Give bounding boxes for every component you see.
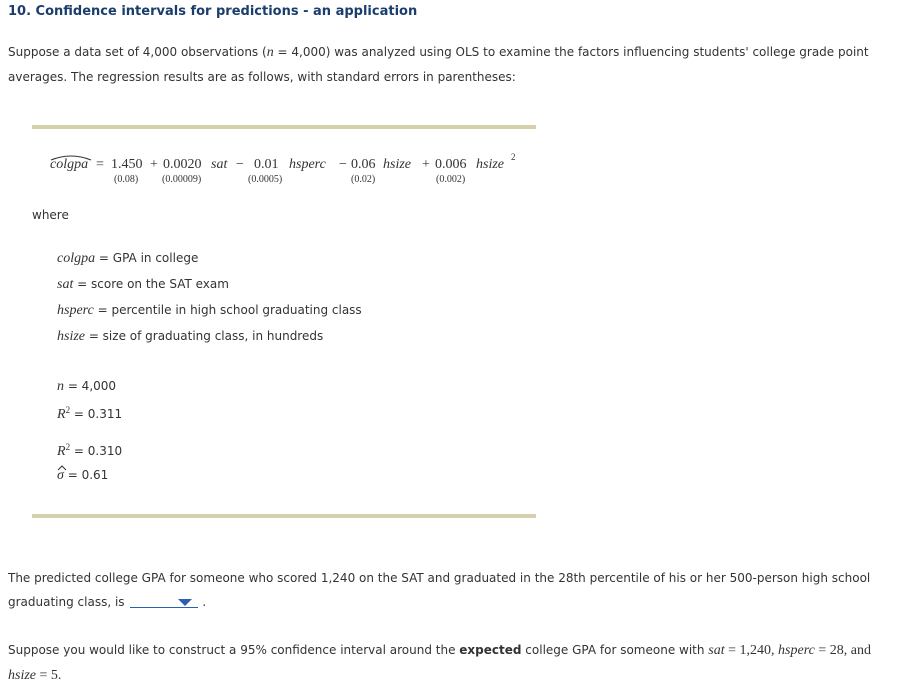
hsperc-variable: hsperc (778, 643, 815, 658)
intercept-coefficient: 1.450 (111, 157, 143, 172)
chevron-down-icon (178, 599, 192, 606)
hsize2-coefficient: 0.006 (435, 157, 467, 172)
def-text: = size of graduating class, in hundreds (85, 329, 324, 343)
question-1-period: . (202, 595, 207, 609)
bottom-divider (32, 514, 536, 518)
intro-text-rest: ) was analyzed using OLS to examine the factors influencing students' college grade point averages. The regression results are as follows, with standard errors in parentheses: (8, 45, 869, 84)
definition-hsperc (57, 303, 362, 319)
stat-sup: 2 (65, 442, 71, 452)
operator: + (422, 157, 430, 172)
question-title: 10. Confidence intervals for predictions - an application (8, 4, 418, 19)
stat-value: = 0.61 (63, 468, 109, 482)
definition-colgpa (57, 251, 198, 267)
equals-sign: = (96, 157, 104, 172)
hat-accent-icon (57, 465, 67, 471)
sat-value: = 1,240, (724, 643, 779, 658)
def-text: = percentile in high school graduating class (93, 303, 362, 317)
hsperc-term: hsperc (289, 157, 326, 172)
stat-value: = 4,000 (64, 379, 117, 393)
operator: + (150, 157, 158, 172)
hsperc-coefficient: 0.01 (254, 157, 279, 172)
sat-se: (0.00009) (162, 174, 202, 185)
expected-bold-text: expected (459, 643, 522, 657)
hsize-term: hsize (383, 157, 411, 172)
question-2-text: Suppose you would like to construct a 95% confidence interval around the (8, 643, 460, 657)
stat-sigma-hat (57, 468, 108, 484)
stat-var: R (57, 407, 66, 422)
hsize-se: (0.02) (351, 174, 376, 185)
where-label: where (32, 208, 69, 222)
stat-value: = 0.310 (70, 444, 123, 458)
intro-text: Suppose a data set of 4,000 observations ( (8, 45, 267, 59)
squared-exponent: 2 (511, 152, 516, 162)
intro-paragraph (8, 40, 903, 89)
hsize2-se: (0.002) (436, 174, 466, 185)
sat-coefficient: 0.0020 (163, 157, 202, 172)
definition-hsize (57, 329, 323, 345)
hsperc-value: = 28, and (814, 643, 871, 658)
def-var: hsperc (57, 303, 94, 318)
hsize-coefficient: 0.06 (351, 157, 376, 172)
question-1-text: The predicted college GPA for someone who scored 1,240 on the SAT and graduated in the 28th percentile of his or her 500-person high school graduating class, is (8, 571, 871, 609)
predicted-gpa-dropdown[interactable] (130, 593, 198, 608)
stat-value: = 0.311 (70, 407, 123, 421)
question-2-text-mid: college GPA for someone with (521, 643, 709, 657)
n-value: = 4,000 (273, 45, 326, 59)
stat-var: σ (57, 468, 64, 483)
def-var: hsize (57, 329, 85, 344)
operator: − (236, 157, 244, 172)
operator: − (339, 157, 347, 172)
def-text: = score on the SAT exam (73, 277, 229, 291)
top-divider (32, 125, 536, 129)
lhs-colgpa: colgpa (50, 157, 89, 172)
stat-adjusted-r-squared (57, 442, 122, 460)
stat-sup: 2 (65, 405, 71, 415)
sat-variable: sat (708, 643, 725, 658)
stat-r-squared (57, 405, 122, 423)
hsize-value: = 5. (36, 668, 62, 683)
stat-n (57, 379, 116, 395)
def-var: colgpa (57, 251, 96, 266)
sat-term: sat (211, 157, 228, 172)
intercept-se: (0.08) (114, 174, 139, 185)
hsize2-term: hsize (476, 157, 504, 172)
n-variable: n (266, 45, 274, 60)
hsize-variable: hsize (8, 668, 36, 683)
question-1-paragraph (8, 566, 903, 614)
def-var: sat (57, 277, 74, 292)
stat-var: n (57, 379, 64, 394)
def-text: = GPA in college (95, 251, 199, 265)
regression-equation (50, 152, 610, 191)
hsperc-se: (0.0005) (248, 174, 283, 185)
definition-sat (57, 277, 229, 293)
stat-var: R (57, 444, 66, 459)
question-2-paragraph (8, 638, 903, 688)
